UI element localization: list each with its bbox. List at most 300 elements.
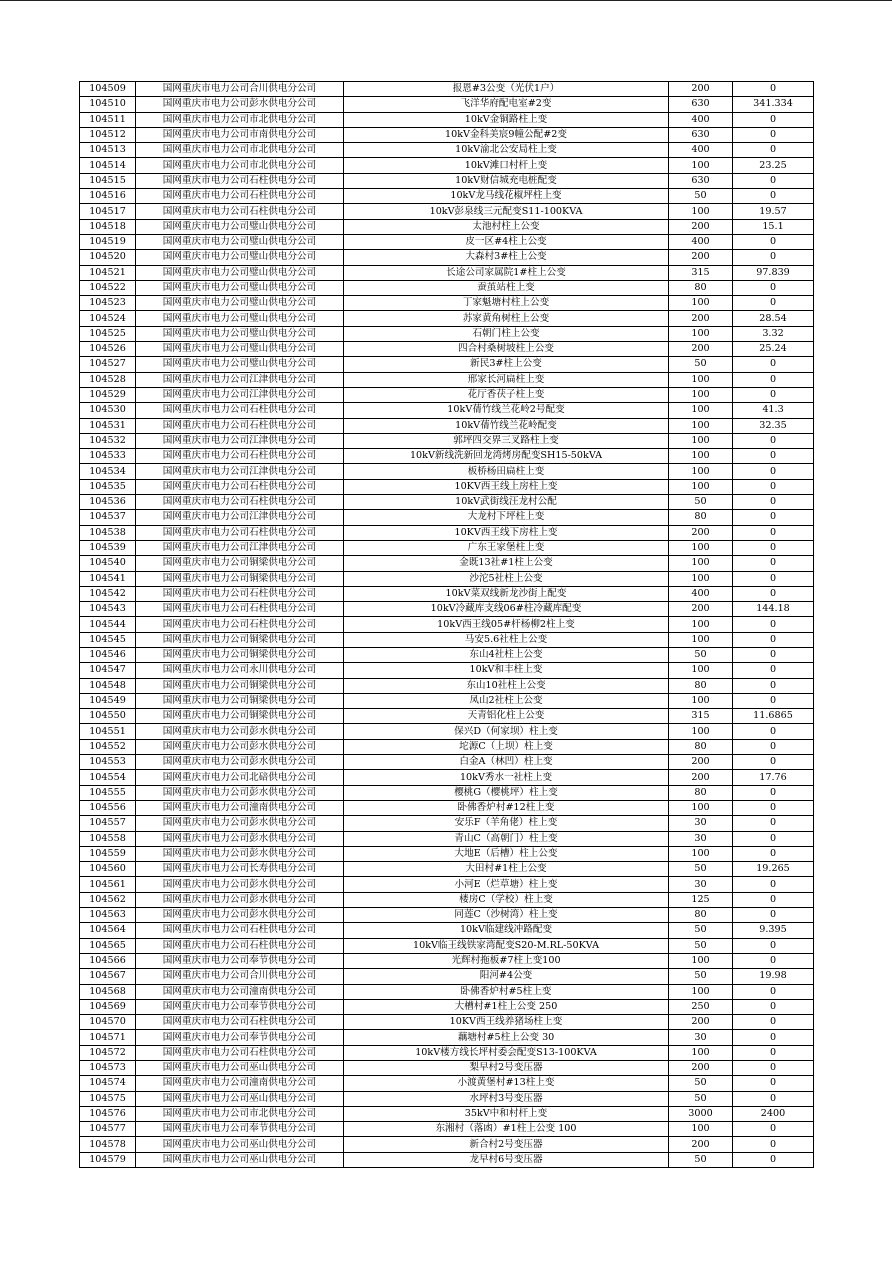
value-cell: 28.54 [733, 311, 814, 326]
value-cell: 17.76 [733, 770, 814, 785]
transformer-name-cell: 水坪村3号变压器 [344, 1091, 669, 1106]
table-row [80, 387, 814, 402]
table-row [80, 969, 814, 984]
capacity-cell: 100 [669, 663, 733, 678]
capacity-cell: 100 [669, 433, 733, 448]
value-cell: 2400 [733, 1106, 814, 1121]
company-cell: 国网重庆市电力公司彭水供电分公司 [136, 908, 344, 923]
transformer-name-cell: 花厅香茯子柱上变 [344, 387, 669, 402]
value-cell: 0 [733, 372, 814, 387]
company-cell: 国网重庆市电力公司彭水供电分公司 [136, 892, 344, 907]
capacity-cell: 100 [669, 556, 733, 571]
table-row [80, 755, 814, 770]
capacity-cell: 50 [669, 938, 733, 953]
transformer-name-cell: 10kV渝北公安局柱上变 [344, 143, 669, 158]
capacity-cell: 50 [669, 1152, 733, 1167]
table-row [80, 143, 814, 158]
value-cell: 0 [733, 449, 814, 464]
capacity-cell: 200 [669, 755, 733, 770]
company-cell: 国网重庆市电力公司潼南供电分公司 [136, 800, 344, 815]
row-id-cell: 104562 [80, 892, 136, 907]
transformer-name-cell: 卧佛香炉村#5柱上变 [344, 984, 669, 999]
row-id-cell: 104550 [80, 709, 136, 724]
company-cell: 国网重庆市电力公司潼南供电分公司 [136, 984, 344, 999]
value-cell: 0 [733, 1045, 814, 1060]
table-row [80, 495, 814, 510]
table-row [80, 464, 814, 479]
capacity-cell: 100 [669, 372, 733, 387]
table-row [80, 709, 814, 724]
capacity-cell: 100 [669, 540, 733, 555]
transformer-name-cell: 阳河#4公变 [344, 969, 669, 984]
row-id-cell: 104515 [80, 173, 136, 188]
table-row [80, 1061, 814, 1076]
company-cell: 国网重庆市电力公司江津供电分公司 [136, 464, 344, 479]
capacity-cell: 100 [669, 846, 733, 861]
transformer-name-cell: 10kV新线洗新回龙湾烤房配变SH15-50kVA [344, 449, 669, 464]
transformer-name-cell: 蚕茧站柱上变 [344, 280, 669, 295]
capacity-cell: 100 [669, 418, 733, 433]
company-cell: 国网重庆市电力公司巫山供电分公司 [136, 1137, 344, 1152]
row-id-cell: 104532 [80, 433, 136, 448]
company-cell: 国网重庆市电力公司石柱供电分公司 [136, 189, 344, 204]
value-cell: 0 [733, 1137, 814, 1152]
table-row [80, 693, 814, 708]
table-row [80, 127, 814, 142]
company-cell: 国网重庆市电力公司合川供电分公司 [136, 969, 344, 984]
row-id-cell: 104566 [80, 953, 136, 968]
value-cell: 0 [733, 663, 814, 678]
capacity-cell: 50 [669, 357, 733, 372]
table-row [80, 296, 814, 311]
company-cell: 国网重庆市电力公司石柱供电分公司 [136, 495, 344, 510]
transformer-name-cell: 樱桃G（樱桃坪）柱上变 [344, 785, 669, 800]
row-id-cell: 104510 [80, 97, 136, 112]
table-row [80, 1030, 814, 1045]
row-id-cell: 104525 [80, 326, 136, 341]
value-cell: 0 [733, 464, 814, 479]
company-cell: 国网重庆市电力公司彭水供电分公司 [136, 831, 344, 846]
value-cell: 41.3 [733, 403, 814, 418]
value-cell: 0 [733, 831, 814, 846]
table-row [80, 479, 814, 494]
table-row [80, 1091, 814, 1106]
row-id-cell: 104557 [80, 816, 136, 831]
value-cell: 0 [733, 938, 814, 953]
table-row [80, 862, 814, 877]
table-row [80, 785, 814, 800]
row-id-cell: 104565 [80, 938, 136, 953]
row-id-cell: 104516 [80, 189, 136, 204]
capacity-cell: 630 [669, 127, 733, 142]
row-id-cell: 104559 [80, 846, 136, 861]
capacity-cell: 30 [669, 1030, 733, 1045]
capacity-cell: 250 [669, 999, 733, 1014]
capacity-cell: 200 [669, 311, 733, 326]
row-id-cell: 104523 [80, 296, 136, 311]
transformer-name-cell: 10kV西王线05#杆杨柳2柱上变 [344, 617, 669, 632]
capacity-cell: 200 [669, 250, 733, 265]
row-id-cell: 104558 [80, 831, 136, 846]
row-id-cell: 104553 [80, 755, 136, 770]
value-cell: 32.35 [733, 418, 814, 433]
transformer-name-cell: 凤山2社柱上公变 [344, 693, 669, 708]
company-cell: 国网重庆市电力公司石柱供电分公司 [136, 525, 344, 540]
transformer-name-cell: 白金A（林凹）柱上变 [344, 755, 669, 770]
capacity-cell: 100 [669, 449, 733, 464]
value-cell: 19.98 [733, 969, 814, 984]
capacity-cell: 400 [669, 143, 733, 158]
capacity-cell: 50 [669, 923, 733, 938]
row-id-cell: 104571 [80, 1030, 136, 1045]
transformer-name-cell: 藕塘村#5柱上公变 30 [344, 1030, 669, 1045]
capacity-cell: 315 [669, 265, 733, 280]
row-id-cell: 104536 [80, 495, 136, 510]
capacity-cell: 100 [669, 403, 733, 418]
row-id-cell: 104542 [80, 586, 136, 601]
transformer-name-cell: 同莲C（沙树湾）柱上变 [344, 908, 669, 923]
capacity-cell: 100 [669, 1045, 733, 1060]
transformer-name-cell: 坨源C（上坝）柱上变 [344, 739, 669, 754]
capacity-cell: 100 [669, 204, 733, 219]
table-row [80, 342, 814, 357]
company-cell: 国网重庆市电力公司璧山供电分公司 [136, 296, 344, 311]
company-cell: 国网重庆市电力公司市北供电分公司 [136, 143, 344, 158]
capacity-cell: 100 [669, 464, 733, 479]
table-row [80, 1122, 814, 1137]
transformer-name-cell: 楼房C（学校）柱上变 [344, 892, 669, 907]
transformer-name-cell: 报恩#3公变（光伏1户） [344, 82, 669, 97]
table-row [80, 250, 814, 265]
company-cell: 国网重庆市电力公司市北供电分公司 [136, 1106, 344, 1121]
transformer-name-cell: 金既13社#1柱上公变 [344, 556, 669, 571]
capacity-cell: 80 [669, 280, 733, 295]
value-cell: 0 [733, 984, 814, 999]
company-cell: 国网重庆市电力公司铜梁供电分公司 [136, 709, 344, 724]
value-cell: 19.57 [733, 204, 814, 219]
transformer-name-cell: 10kV楼方线长坪村委会配变S13-100KVA [344, 1045, 669, 1060]
transformer-name-cell: 35kV中和村杆上变 [344, 1106, 669, 1121]
row-id-cell: 104539 [80, 540, 136, 555]
capacity-cell: 100 [669, 632, 733, 647]
capacity-cell: 50 [669, 647, 733, 662]
company-cell: 国网重庆市电力公司石柱供电分公司 [136, 403, 344, 418]
capacity-cell: 100 [669, 158, 733, 173]
row-id-cell: 104544 [80, 617, 136, 632]
row-id-cell: 104530 [80, 403, 136, 418]
row-id-cell: 104535 [80, 479, 136, 494]
row-id-cell: 104575 [80, 1091, 136, 1106]
row-id-cell: 104549 [80, 693, 136, 708]
table-row [80, 724, 814, 739]
row-id-cell: 104545 [80, 632, 136, 647]
row-id-cell: 104529 [80, 387, 136, 402]
capacity-cell: 100 [669, 800, 733, 815]
value-cell: 0 [733, 953, 814, 968]
company-cell: 国网重庆市电力公司奉节供电分公司 [136, 953, 344, 968]
table-row [80, 647, 814, 662]
company-cell: 国网重庆市电力公司奉节供电分公司 [136, 1030, 344, 1045]
table-row [80, 326, 814, 341]
value-cell: 0 [733, 296, 814, 311]
capacity-cell: 80 [669, 785, 733, 800]
transformer-name-cell: 东山10社柱上公变 [344, 678, 669, 693]
value-cell: 0 [733, 112, 814, 127]
transformer-name-cell: 大森村3#柱上公变 [344, 250, 669, 265]
value-cell: 23.25 [733, 158, 814, 173]
table-row [80, 189, 814, 204]
transformer-name-cell: 东湘村（落凼）#1柱上公变 100 [344, 1122, 669, 1137]
transformer-name-cell: 10kV财信城充电桩配变 [344, 173, 669, 188]
row-id-cell: 104527 [80, 357, 136, 372]
table-row [80, 846, 814, 861]
table-row [80, 1152, 814, 1167]
company-cell: 国网重庆市电力公司彭水供电分公司 [136, 97, 344, 112]
value-cell: 0 [733, 82, 814, 97]
transformer-name-cell: 石朝门柱上公变 [344, 326, 669, 341]
value-cell: 0 [733, 877, 814, 892]
capacity-cell: 200 [669, 1137, 733, 1152]
table-row [80, 510, 814, 525]
transformer-name-cell: 10KV西王线上房柱上变 [344, 479, 669, 494]
transformer-name-cell: 10kV武街线汪龙村公配 [344, 495, 669, 510]
company-cell: 国网重庆市电力公司合川供电分公司 [136, 82, 344, 97]
row-id-cell: 104537 [80, 510, 136, 525]
transformer-name-cell: 10kV临王线铁家湾配变S20-M.RL-50KVA [344, 938, 669, 953]
company-cell: 国网重庆市电力公司璧山供电分公司 [136, 357, 344, 372]
capacity-cell: 100 [669, 953, 733, 968]
company-cell: 国网重庆市电力公司江津供电分公司 [136, 540, 344, 555]
company-cell: 国网重庆市电力公司璧山供电分公司 [136, 265, 344, 280]
value-cell: 0 [733, 143, 814, 158]
row-id-cell: 104541 [80, 571, 136, 586]
value-cell: 97.839 [733, 265, 814, 280]
company-cell: 国网重庆市电力公司江津供电分公司 [136, 387, 344, 402]
table-row [80, 953, 814, 968]
value-cell: 0 [733, 189, 814, 204]
value-cell: 0 [733, 433, 814, 448]
company-cell: 国网重庆市电力公司铜梁供电分公司 [136, 647, 344, 662]
capacity-cell: 80 [669, 908, 733, 923]
row-id-cell: 104511 [80, 112, 136, 127]
transformer-name-cell: 10kV秀水一社柱上变 [344, 770, 669, 785]
table-row [80, 204, 814, 219]
row-id-cell: 104560 [80, 862, 136, 877]
transformer-name-cell: 光辉村拖板#7柱上变100 [344, 953, 669, 968]
value-cell: 0 [733, 800, 814, 815]
value-cell: 0 [733, 357, 814, 372]
company-cell: 国网重庆市电力公司市北供电分公司 [136, 158, 344, 173]
value-cell: 0 [733, 479, 814, 494]
value-cell: 0 [733, 617, 814, 632]
transformer-name-cell: 10kV彭泉线三元配变S11-100KVA [344, 204, 669, 219]
capacity-cell: 50 [669, 969, 733, 984]
table-row [80, 158, 814, 173]
transformer-name-cell: 10kV蒨竹线兰花岭配变 [344, 418, 669, 433]
row-id-cell: 104521 [80, 265, 136, 280]
table-row [80, 586, 814, 601]
row-id-cell: 104512 [80, 127, 136, 142]
row-id-cell: 104579 [80, 1152, 136, 1167]
capacity-cell: 400 [669, 112, 733, 127]
value-cell: 0 [733, 1152, 814, 1167]
table-row [80, 739, 814, 754]
row-id-cell: 104534 [80, 464, 136, 479]
capacity-cell: 30 [669, 831, 733, 846]
table-row [80, 449, 814, 464]
row-id-cell: 104526 [80, 342, 136, 357]
value-cell: 0 [733, 1091, 814, 1106]
value-cell: 25.24 [733, 342, 814, 357]
company-cell: 国网重庆市电力公司璧山供电分公司 [136, 311, 344, 326]
transformer-name-cell: 10KV西王线养猪场柱上变 [344, 1015, 669, 1030]
value-cell: 0 [733, 739, 814, 754]
company-cell: 国网重庆市电力公司石柱供电分公司 [136, 418, 344, 433]
table-row [80, 678, 814, 693]
company-cell: 国网重庆市电力公司彭水供电分公司 [136, 816, 344, 831]
value-cell: 0 [733, 495, 814, 510]
transformer-name-cell: 小河E（烂草塘）柱上变 [344, 877, 669, 892]
company-cell: 国网重庆市电力公司市南供电分公司 [136, 127, 344, 142]
table-row [80, 831, 814, 846]
capacity-cell: 100 [669, 1122, 733, 1137]
capacity-cell: 50 [669, 189, 733, 204]
capacity-cell: 80 [669, 739, 733, 754]
table-row [80, 219, 814, 234]
value-cell: 0 [733, 250, 814, 265]
transformer-name-cell: 邢家长河扁柱上变 [344, 372, 669, 387]
row-id-cell: 104576 [80, 1106, 136, 1121]
value-cell: 0 [733, 632, 814, 647]
transformer-name-cell: 10kV蒨竹线兰花岭2号配变 [344, 403, 669, 418]
table-row [80, 540, 814, 555]
company-cell: 国网重庆市电力公司璧山供电分公司 [136, 280, 344, 295]
capacity-cell: 400 [669, 234, 733, 249]
company-cell: 国网重庆市电力公司璧山供电分公司 [136, 234, 344, 249]
capacity-cell: 200 [669, 342, 733, 357]
row-id-cell: 104564 [80, 923, 136, 938]
capacity-cell: 100 [669, 296, 733, 311]
value-cell: 3.32 [733, 326, 814, 341]
transformer-name-cell: 安乐F（羊角佬）柱上变 [344, 816, 669, 831]
capacity-cell: 3000 [669, 1106, 733, 1121]
value-cell: 0 [733, 525, 814, 540]
row-id-cell: 104578 [80, 1137, 136, 1152]
capacity-cell: 100 [669, 571, 733, 586]
company-cell: 国网重庆市电力公司璧山供电分公司 [136, 326, 344, 341]
value-cell: 0 [733, 173, 814, 188]
transformer-name-cell: 马安5.6社柱上公变 [344, 632, 669, 647]
capacity-cell: 80 [669, 678, 733, 693]
transformer-name-cell: 新合村2号变压器 [344, 1137, 669, 1152]
transformer-name-cell: 太池村柱上公变 [344, 219, 669, 234]
table-row [80, 418, 814, 433]
transformer-name-cell: 10kV金铜路柱上变 [344, 112, 669, 127]
company-cell: 国网重庆市电力公司璧山供电分公司 [136, 342, 344, 357]
transformer-name-cell: 板桥杨田扁柱上变 [344, 464, 669, 479]
value-cell: 0 [733, 571, 814, 586]
company-cell: 国网重庆市电力公司铜梁供电分公司 [136, 678, 344, 693]
capacity-cell: 50 [669, 495, 733, 510]
value-cell: 15.1 [733, 219, 814, 234]
transformer-name-cell: 10kV临建线冲路配变 [344, 923, 669, 938]
transformer-name-cell: 沙沱5社柱上公变 [344, 571, 669, 586]
table-row [80, 357, 814, 372]
capacity-cell: 200 [669, 525, 733, 540]
value-cell: 0 [733, 586, 814, 601]
company-cell: 国网重庆市电力公司长寿供电分公司 [136, 862, 344, 877]
company-cell: 国网重庆市电力公司石柱供电分公司 [136, 923, 344, 938]
capacity-cell: 315 [669, 709, 733, 724]
row-id-cell: 104554 [80, 770, 136, 785]
value-cell: 0 [733, 1076, 814, 1091]
row-id-cell: 104520 [80, 250, 136, 265]
company-cell: 国网重庆市电力公司铜梁供电分公司 [136, 556, 344, 571]
value-cell: 0 [733, 1122, 814, 1137]
table-row [80, 892, 814, 907]
row-id-cell: 104524 [80, 311, 136, 326]
company-cell: 国网重庆市电力公司奉节供电分公司 [136, 999, 344, 1014]
row-id-cell: 104568 [80, 984, 136, 999]
transformer-name-cell: 郭坪四交界三叉路柱上变 [344, 433, 669, 448]
table-row [80, 923, 814, 938]
row-id-cell: 104509 [80, 82, 136, 97]
capacity-cell: 50 [669, 1091, 733, 1106]
value-cell: 0 [733, 387, 814, 402]
value-cell: 11.6865 [733, 709, 814, 724]
transformer-name-cell: 苏家黄角树柱上公变 [344, 311, 669, 326]
capacity-cell: 200 [669, 219, 733, 234]
row-id-cell: 104569 [80, 999, 136, 1014]
transformer-table [79, 81, 814, 1168]
value-cell: 0 [733, 280, 814, 295]
table-row [80, 112, 814, 127]
capacity-cell: 100 [669, 479, 733, 494]
row-id-cell: 104573 [80, 1061, 136, 1076]
capacity-cell: 100 [669, 724, 733, 739]
table-row [80, 97, 814, 112]
transformer-name-cell: 新民3#柱上公变 [344, 357, 669, 372]
company-cell: 国网重庆市电力公司石柱供电分公司 [136, 1045, 344, 1060]
table-row [80, 403, 814, 418]
row-id-cell: 104533 [80, 449, 136, 464]
table-row [80, 280, 814, 295]
value-cell: 0 [733, 556, 814, 571]
company-cell: 国网重庆市电力公司石柱供电分公司 [136, 1015, 344, 1030]
table-row [80, 556, 814, 571]
company-cell: 国网重庆市电力公司巫山供电分公司 [136, 1061, 344, 1076]
table-row [80, 82, 814, 97]
company-cell: 国网重庆市电力公司石柱供电分公司 [136, 617, 344, 632]
company-cell: 国网重庆市电力公司北碚供电分公司 [136, 770, 344, 785]
company-cell: 国网重庆市电力公司江津供电分公司 [136, 372, 344, 387]
value-cell: 0 [733, 892, 814, 907]
company-cell: 国网重庆市电力公司彭水供电分公司 [136, 846, 344, 861]
company-cell: 国网重庆市电力公司彭水供电分公司 [136, 724, 344, 739]
company-cell: 国网重庆市电力公司彭水供电分公司 [136, 877, 344, 892]
company-cell: 国网重庆市电力公司巫山供电分公司 [136, 1091, 344, 1106]
table-row [80, 571, 814, 586]
table-row [80, 938, 814, 953]
table-row [80, 1076, 814, 1091]
row-id-cell: 104548 [80, 678, 136, 693]
value-cell: 144.18 [733, 602, 814, 617]
table-row [80, 663, 814, 678]
company-cell: 国网重庆市电力公司市北供电分公司 [136, 112, 344, 127]
table-row [80, 800, 814, 815]
top-border-line [0, 0, 892, 1]
row-id-cell: 104552 [80, 739, 136, 754]
